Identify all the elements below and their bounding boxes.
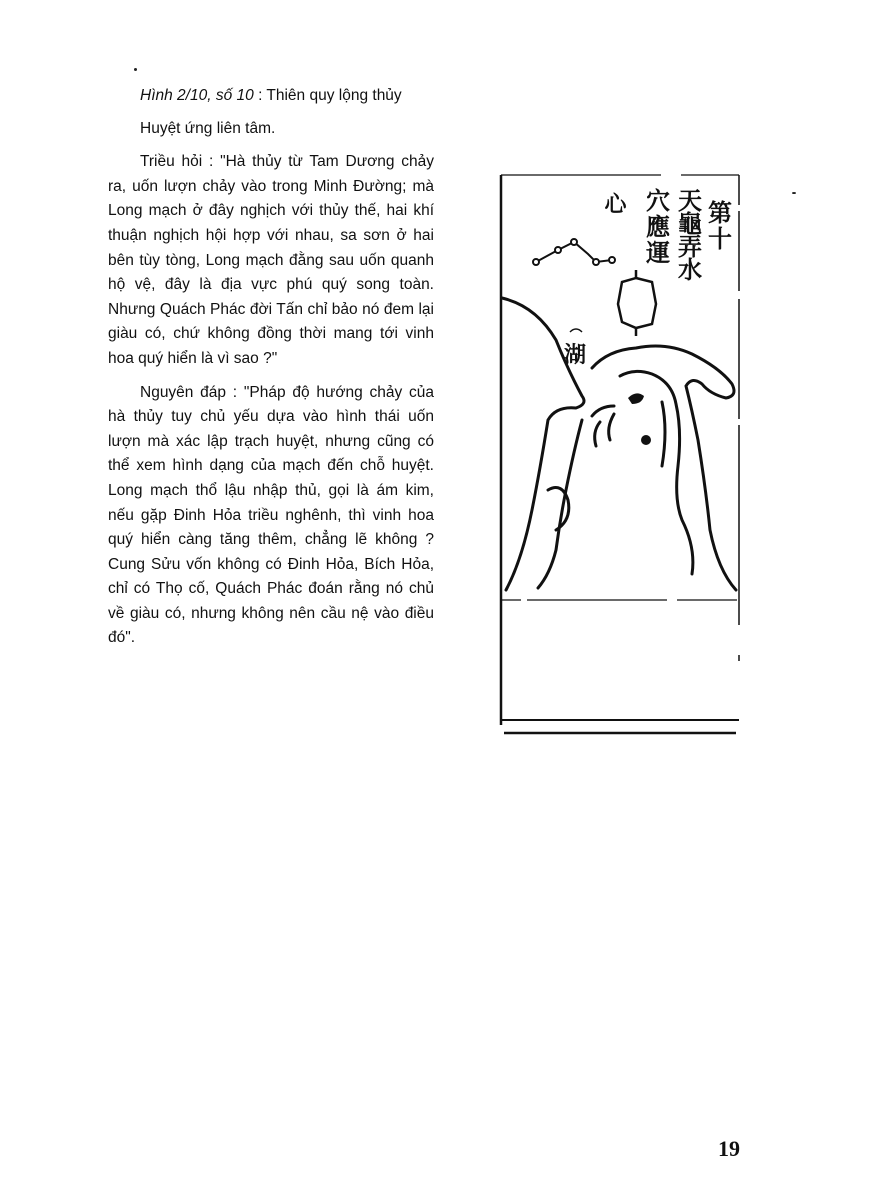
acupoint-marks: [628, 393, 651, 445]
constellation-mark: [533, 239, 615, 265]
turtle-shell-mark: [618, 270, 656, 336]
lake-mark: [570, 329, 582, 332]
scan-speck-right: [792, 192, 796, 194]
feng-shui-diagram: [496, 170, 756, 740]
lake-label: 湖: [564, 342, 587, 368]
caption-title: : Thiên quy lộng thủy: [258, 87, 402, 104]
scan-speck: [134, 68, 137, 71]
paragraph-intro: Huyệt ứng liên tâm.: [140, 119, 276, 137]
caption-reference: Hình 2/10, số 10: [140, 87, 254, 104]
figure-title-col4: 心: [601, 192, 627, 214]
figure-title-col1: 第十: [703, 200, 733, 252]
body-text-column: [108, 84, 434, 660]
page-number: 19: [718, 1136, 740, 1161]
figure-caption: [108, 84, 434, 109]
river-ridge-lines: [502, 298, 736, 590]
paragraph-answer: Nguyên đáp : "Pháp độ hướng chảy của hà thủy tuy chủ yếu dựa vào hình thái uốn lượn mà xác lập trạch huyệt, nhưng cũng có thể xem hình dạng của mạch đến chỗ huyệt. Long mạch thổ lậu nhập thủ, gọi là ám kim, nếu gặp Đinh Hỏa triều nghênh, thì vinh hoa quý hiển càng tăng thêm, chẳng lẽ không ? Cung Sửu vốn không có Đinh Hỏa, Bích Hỏa, chỉ có Thọ cố, Quách Phác đoán rằng nó chủ về giàu có, nhưng không nên cầu nệ vào điều đó".: [108, 383, 434, 647]
acupoint-center: [641, 435, 651, 445]
figure-title-col3: 穴應運: [641, 188, 671, 266]
paragraph-question: Triều hỏi : "Hà thủy từ Tam Dương chảy ra, uốn lượn chảy vào trong Minh Đường; mà Long mạch ở đây nghịch với thủy thế, hai khí thuận nghịch hội hợp với nhau, sa sơn ở hai bên tùy tòng, Long mạch đằng sau uốn quanh hộ vệ, đây là địa vực phú quý song toàn. Nhưng Quách Phác đời Tấn chỉ bảo nó đem lại giàu có, chứ không đồng thời mang tới vinh hoa quý hiển là vì sao ?": [108, 153, 434, 367]
figure-title-col2: 天龜弄水: [673, 188, 703, 280]
